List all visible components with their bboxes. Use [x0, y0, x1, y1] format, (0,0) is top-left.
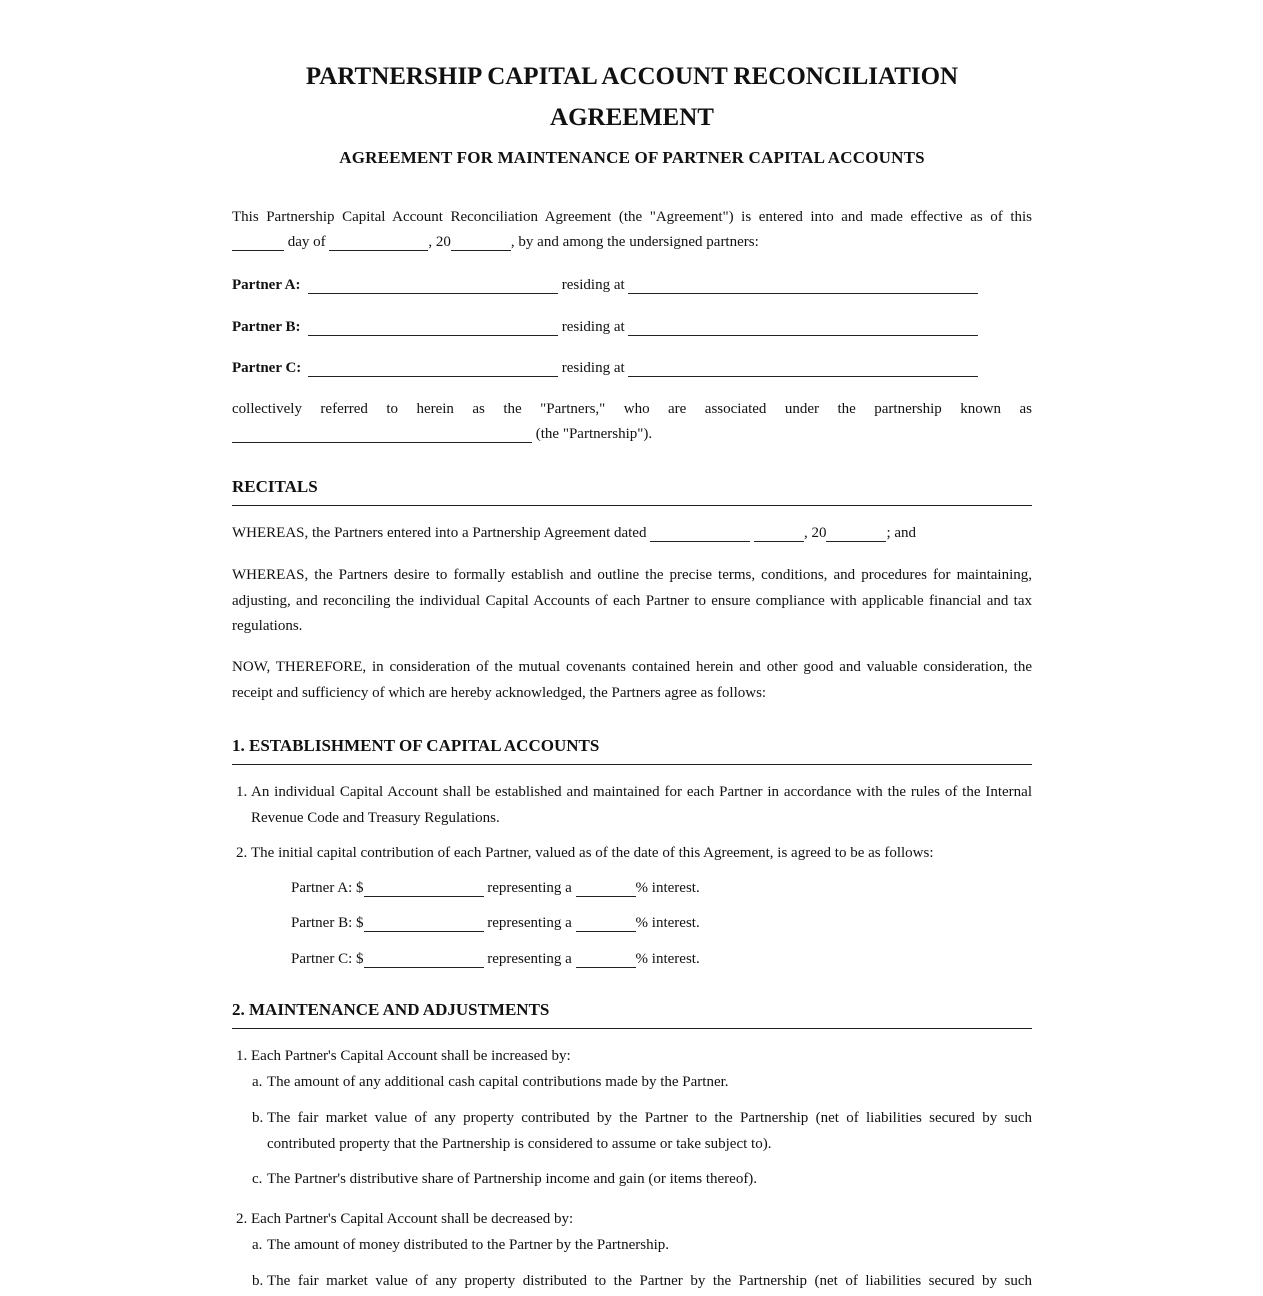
partner-row-a: [232, 275, 978, 294]
collective-tail: (the "Partnership").: [535, 426, 653, 442]
partner-row-b: [232, 317, 978, 336]
contribution-a-rep: representing a: [487, 880, 572, 896]
whereas-1-text: WHEREAS, the Partners entered into a Partnership Agreement dated: [232, 525, 647, 541]
s2-item-2-number: 2.: [236, 1211, 248, 1227]
contribution-a-pct: % interest.: [635, 880, 700, 896]
now-therefore: NOW, THEREFORE, in consideration of the mutual covenants contained herein and other good and valuable consideration, the receipt and sufficiency of which are hereby acknowledged, the Partners agree as follows:: [232, 659, 1032, 701]
partner-b-address-field[interactable]: [628, 317, 978, 336]
s2-item-2-text: Each Partner's Capital Account shall be decreased by:: [251, 1211, 574, 1227]
partner-c-residing-text: residing at: [561, 360, 625, 376]
agreement-date-month-field[interactable]: [650, 523, 750, 542]
s2-inc-a-letter: a.: [252, 1074, 263, 1090]
contribution-c-amount-field[interactable]: [364, 949, 484, 968]
document-title: PARTNERSHIP CAPITAL ACCOUNT RECONCILIATION AGREEMENT: [305, 63, 959, 131]
whereas-1-tail: ; and: [886, 525, 917, 541]
s2-inc-a-text: The amount of any additional cash capital contributions made by the Partner.: [267, 1074, 729, 1090]
contribution-c-percent-field[interactable]: [576, 949, 636, 968]
s2-dec-a-letter: a.: [252, 1237, 263, 1253]
agreement-date-day-field[interactable]: [754, 523, 804, 542]
s2-item-1-number: 1.: [236, 1048, 248, 1064]
day-of-text: day of: [287, 234, 326, 250]
partner-c-label: Partner C:: [232, 360, 302, 376]
s2-dec-b-letter: b.: [252, 1273, 264, 1289]
intro-tail: , by and among the undersigned partners:: [510, 234, 759, 250]
collective-line-1: collectively referred to herein as the "Partners," who are associated under the partnership known as: [232, 401, 1032, 417]
s2-inc-b-text: The fair market value of any property contributed by the Partner to the Partnership (net of liabilities secured by such contributed property that the Partnership is considered to assume or take subject to).: [267, 1110, 1032, 1152]
s1-item-2-number: 2.: [236, 845, 248, 861]
s1-item-2-text: The initial capital contribution of each Partner, valued as of the date of this Agreement, is agreed to be as follows:: [251, 845, 934, 861]
whereas-1-year-prefix: , 20: [803, 525, 827, 541]
collective-line-2: [232, 422, 652, 448]
agreement-date-year-field[interactable]: [826, 523, 886, 542]
contribution-b-pct: % interest.: [635, 915, 700, 931]
partner-b-residing-text: residing at: [561, 319, 625, 335]
year-blank[interactable]: [451, 232, 511, 251]
contribution-b-percent-field[interactable]: [576, 913, 636, 932]
partner-row-c: [232, 358, 978, 377]
s1-item-1-number: 1.: [236, 784, 248, 800]
contribution-row-a: [291, 878, 700, 897]
intro-line-1: This Partnership Capital Account Reconciliation Agreement (the "Agreement") is entered into and made effective as of this: [232, 209, 1032, 225]
contribution-b-rep: representing a: [487, 915, 572, 931]
whereas-1: [232, 521, 916, 547]
partnership-name-field[interactable]: [232, 424, 532, 443]
contribution-c-pct: % interest.: [635, 951, 700, 967]
partner-a-address-field[interactable]: [628, 275, 978, 294]
contribution-row-b: [291, 913, 700, 932]
s2-dec-b-text: The fair market value of any property distributed to the Partner by the Partnership (net of liabilities secured by such: [267, 1273, 1032, 1289]
s2-dec-a-text: The amount of money distributed to the Partner by the Partnership.: [267, 1237, 669, 1253]
s1-item-1-text: An individual Capital Account shall be established and maintained for each Partner in accordance with the rules of the Internal Revenue Code and Treasury Regulations.: [251, 784, 1032, 826]
s2-item-1-text: Each Partner's Capital Account shall be increased by:: [251, 1048, 571, 1064]
partner-b-label: Partner B:: [232, 319, 301, 335]
partner-c-address-field[interactable]: [628, 358, 978, 377]
year-prefix: , 20: [428, 234, 451, 250]
partner-a-name-field[interactable]: [308, 275, 558, 294]
partner-a-residing-text: residing at: [561, 277, 625, 293]
section-2-heading: 2. MAINTENANCE AND ADJUSTMENTS: [232, 1000, 1032, 1029]
contribution-a-percent-field[interactable]: [576, 878, 636, 897]
contribution-a-label: Partner A: $: [291, 880, 364, 896]
recitals-heading: RECITALS: [232, 477, 1032, 506]
partner-b-name-field[interactable]: [308, 317, 558, 336]
intro-line-2: [232, 230, 759, 256]
section-1-heading: 1. ESTABLISHMENT OF CAPITAL ACCOUNTS: [232, 736, 1032, 765]
contribution-c-label: Partner C: $: [291, 951, 364, 967]
contribution-row-c: [291, 949, 700, 968]
contribution-c-rep: representing a: [487, 951, 572, 967]
month-blank[interactable]: [329, 232, 428, 251]
partner-c-name-field[interactable]: [308, 358, 558, 377]
partner-a-label: Partner A:: [232, 277, 301, 293]
contribution-b-label: Partner B: $: [291, 915, 364, 931]
whereas-2: WHEREAS, the Partners desire to formally establish and outline the precise terms, conditions, and procedures for maintaining, adjusting, and reconciling the individual Capital Accounts of each Partner to ensure compliance with applicable financial and tax regulations.: [232, 567, 1032, 634]
contribution-a-amount-field[interactable]: [364, 878, 484, 897]
s2-inc-c-text: The Partner's distributive share of Partnership income and gain (or items thereof).: [267, 1171, 758, 1187]
contribution-b-amount-field[interactable]: [364, 913, 484, 932]
document-subtitle: AGREEMENT FOR MAINTENANCE OF PARTNER CAPITAL ACCOUNTS: [339, 148, 925, 167]
s2-inc-c-letter: c.: [252, 1171, 263, 1187]
day-blank[interactable]: [232, 232, 284, 251]
s2-inc-b-letter: b.: [252, 1110, 264, 1126]
